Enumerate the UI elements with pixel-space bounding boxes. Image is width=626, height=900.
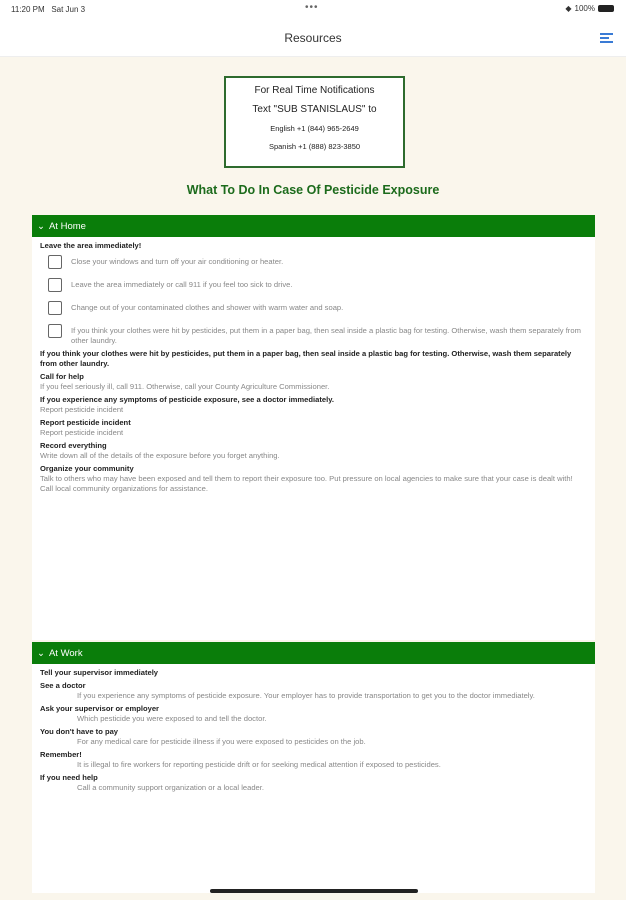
checkbox[interactable] <box>48 278 62 292</box>
item-title: Record everything <box>40 441 107 450</box>
list-item <box>40 395 587 415</box>
list-item <box>40 750 587 770</box>
item-title: You don't have to pay <box>40 727 119 736</box>
battery-icon <box>598 5 614 12</box>
item-title: See a doctor <box>40 681 86 690</box>
checklist-text: If you think your clothes were hit by pesticides, put them in a paper bag, then seal inside a plastic bag for testing. Otherwise, wash them separately from other laundry. <box>71 326 581 345</box>
item-text: Which pesticide you were exposed to and tell the doctor. <box>77 714 267 723</box>
home-note: If you think your clothes were hit by pesticides, put them in a paper bag, then seal inside a plastic bag for testing. Otherwise, wash them separately from other laundry. <box>40 349 572 368</box>
list-item <box>40 704 587 724</box>
at-work-header[interactable] <box>32 642 595 664</box>
notice-english-number[interactable]: English +1 (844) 965-2649 <box>270 124 359 133</box>
list-item <box>40 372 587 392</box>
item-text: Write down all of the details of the exposure before you forget anything. <box>40 451 280 460</box>
section-heading: What To Do In Case Of Pesticide Exposure <box>186 183 440 197</box>
chevron-down-icon: ⌄ <box>37 647 45 659</box>
at-work-panel <box>32 642 595 893</box>
list-item <box>40 441 587 461</box>
work-intro: Tell your supervisor immediately <box>40 668 159 677</box>
item-title: Remember! <box>40 750 82 759</box>
item-text: For any medical care for pesticide illness if you were exposed to pesticides on the job. <box>77 737 366 746</box>
item-title: Ask your supervisor or employer <box>40 704 160 713</box>
status-bar <box>0 0 626 18</box>
list-item <box>40 727 587 747</box>
page-title: Resources <box>284 31 342 45</box>
battery-status: ◆ 100% <box>565 4 614 13</box>
list-item <box>40 464 587 494</box>
notice-line2: Text "SUB STANISLAUS" to <box>252 104 377 115</box>
list-item <box>40 681 587 701</box>
item-text: Talk to others who may have been exposed and tell them to report their exposure too. Put pressure on local agencies to make sure that your case is dealt with! Call local community organizations for assistance. <box>40 474 573 493</box>
wifi-icon: ◆ <box>565 4 572 13</box>
item-text: Call a community support organization or a local leader. <box>77 783 264 792</box>
item-title: If you need help <box>40 773 98 782</box>
menu-icon[interactable] <box>600 33 613 43</box>
checklist-text: Close your windows and turn off your air conditioning or heater. <box>71 257 284 266</box>
item-title: Organize your community <box>40 464 134 473</box>
at-home-title: At Home <box>48 220 86 232</box>
item-text: Report pesticide incident <box>40 405 124 414</box>
item-text: If you experience any symptoms of pesticide exposure. Your employer has to provide transportation to get you to the doctor immediately. <box>77 691 535 700</box>
checklist-item[interactable] <box>48 324 587 346</box>
nav-bar <box>0 18 626 57</box>
at-work-title: At Work <box>48 647 83 659</box>
checkbox[interactable] <box>48 255 62 269</box>
item-title: Report pesticide incident <box>40 418 131 427</box>
status-time: 11:20 PM Sat Jun 3 <box>11 5 86 14</box>
notice-spanish-number[interactable]: Spanish +1 (888) 823-3850 <box>268 142 361 151</box>
item-text: If you feel seriously ill, call 911. Otherwise, call your County Agriculture Commissioner. <box>40 382 330 391</box>
checklist-text: Leave the area immediately or call 911 if you feel too sick to drive. <box>71 280 293 289</box>
at-home-panel <box>32 215 595 640</box>
checkbox[interactable] <box>48 324 62 338</box>
home-intro: Leave the area immediately! <box>40 241 142 250</box>
checklist-item[interactable] <box>48 301 587 320</box>
checklist-item[interactable] <box>48 278 587 297</box>
checklist-item[interactable] <box>48 255 587 274</box>
item-title: Call for help <box>40 372 84 381</box>
notification-box <box>224 76 405 168</box>
list-item <box>40 418 587 438</box>
item-title: If you experience any symptoms of pesticide exposure, see a doctor immediately. <box>40 395 335 404</box>
checklist-text: Change out of your contaminated clothes and shower with warm water and soap. <box>71 303 344 312</box>
item-text: Report pesticide incident <box>40 428 124 437</box>
home-indicator[interactable] <box>210 889 418 893</box>
checkbox[interactable] <box>48 301 62 315</box>
list-item <box>40 773 587 793</box>
multitask-dots-icon[interactable]: ••• <box>305 2 319 13</box>
at-home-header[interactable] <box>32 215 595 237</box>
item-text: It is illegal to fire workers for reporting pesticide drift or for seeking medical attention if exposed to pesticides. <box>77 760 441 769</box>
chevron-down-icon: ⌄ <box>37 220 45 232</box>
notice-line1: For Real Time Notifications <box>254 85 375 96</box>
